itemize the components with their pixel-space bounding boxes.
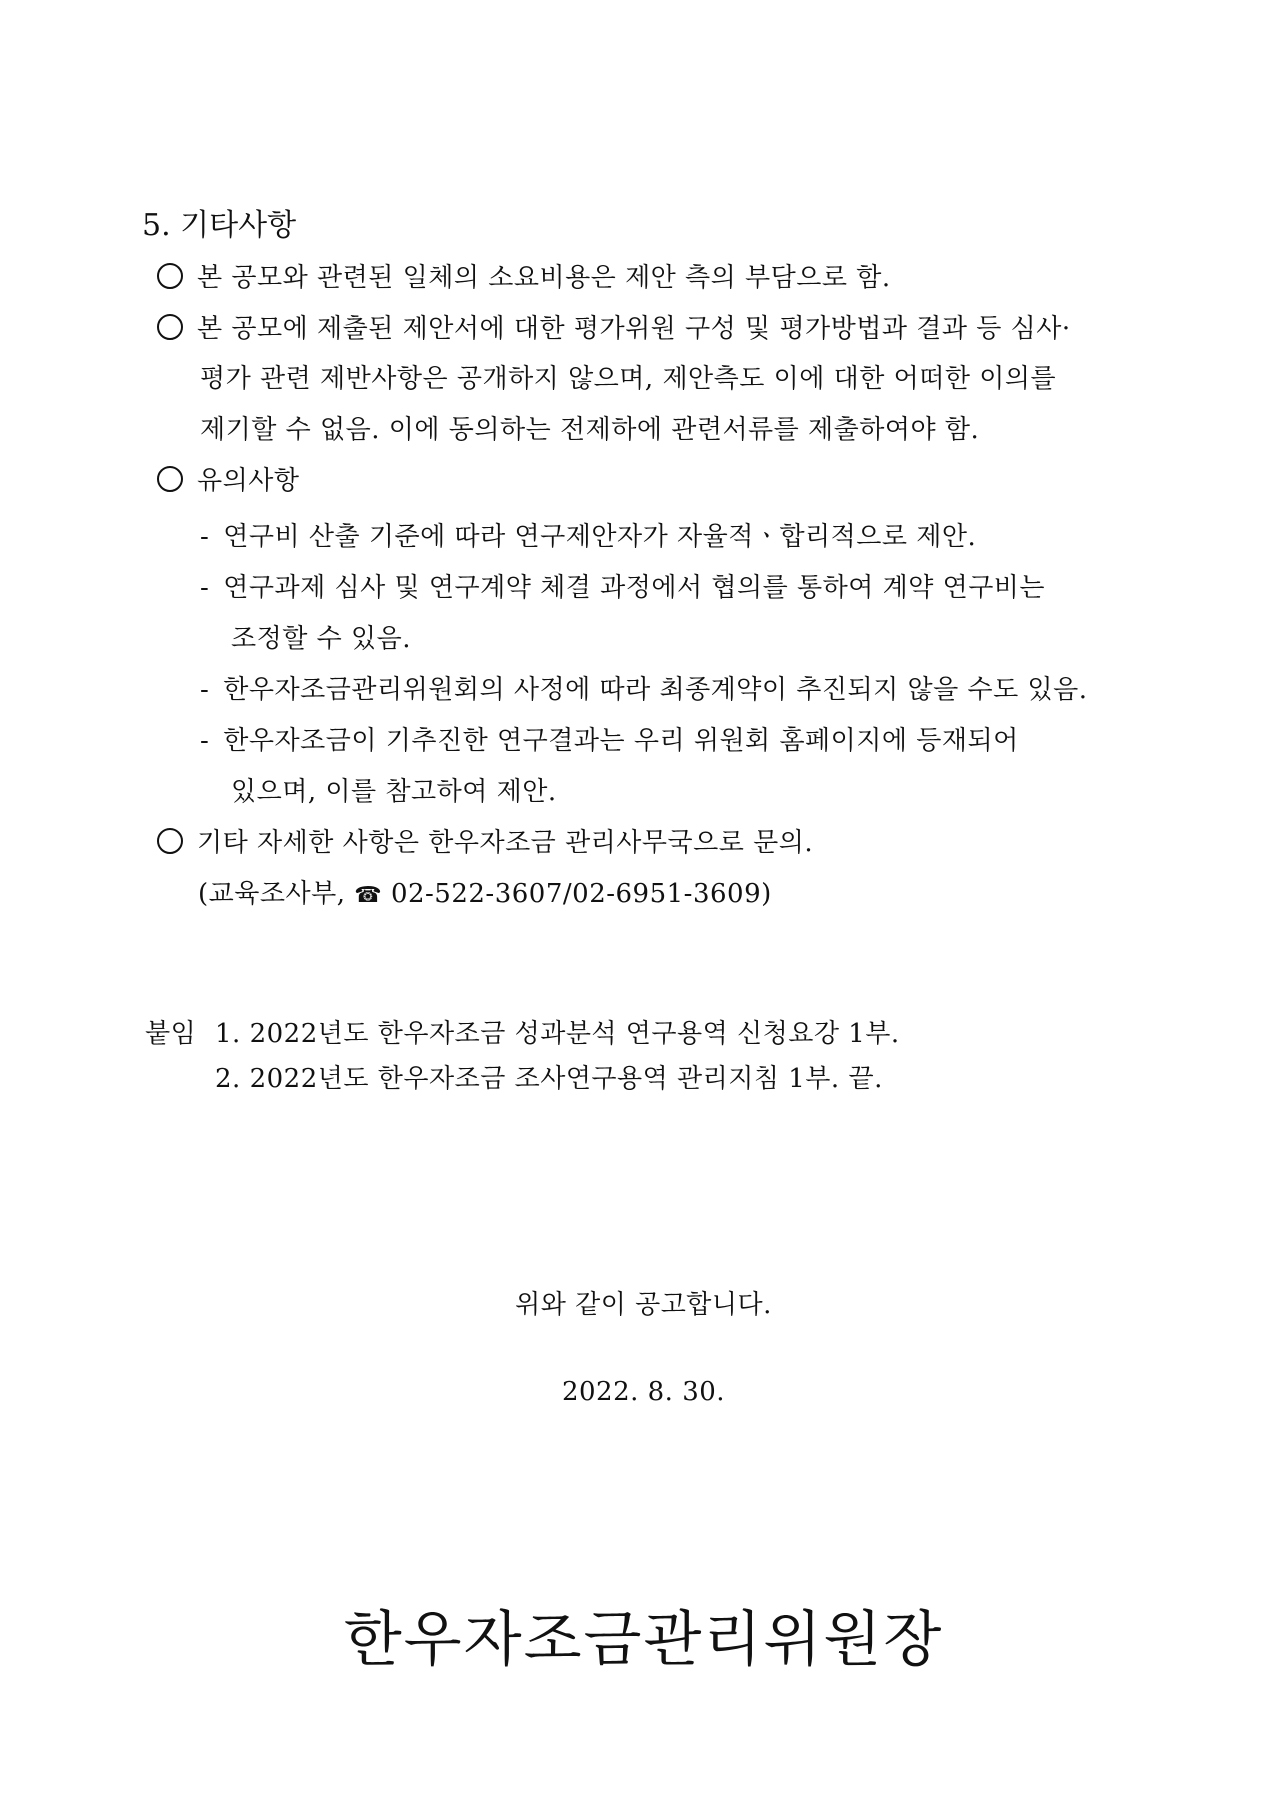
announcement-date: 2022. 8. 30.: [561, 1377, 726, 1407]
sub-list-item: [200, 520, 976, 554]
circle-bullet-icon: [157, 466, 183, 492]
list-item: [157, 464, 299, 498]
list-item-text: 기타 자세한 사항은 한우자조금 관리사무국으로 문의.: [197, 828, 814, 858]
sub-list-item-continuation: 조정할 수 있음.: [231, 624, 411, 654]
contact-department: (교육조사부,: [198, 879, 346, 909]
contact-info: [198, 877, 772, 913]
sub-list-item-text: 한우자조금관리위원회의 사정에 따라 최종계약이 추진되지 않을 수도 있음.: [223, 675, 1088, 705]
phone-icon: ☎: [354, 883, 383, 908]
list-item: [157, 826, 813, 860]
list-item-continuation: 제기할 수 없음. 이에 동의하는 전제하에 관련서류를 제출하여야 함.: [200, 415, 980, 445]
dash-bullet: -: [200, 726, 210, 756]
attachments-label: 붙임: [145, 1019, 197, 1049]
section-title: 5. 기타사항: [142, 208, 297, 243]
circle-bullet-icon: [157, 263, 183, 289]
sub-list-item-text: 연구비 산출 기준에 따라 연구제안자가 자율적ㆍ합리적으로 제안.: [223, 522, 977, 552]
contact-phones: 02-522-3607/02-6951-3609): [390, 879, 772, 909]
sub-list-item-text: 연구과제 심사 및 연구계약 체결 과정에서 협의를 통하여 계약 연구비는: [223, 573, 1046, 603]
dash-bullet: -: [200, 675, 210, 705]
sub-list-item: [200, 724, 1019, 758]
list-item-text: 본 공모와 관련된 일체의 소요비용은 제안 측의 부담으로 함.: [197, 263, 891, 293]
sub-list-item: [200, 673, 1088, 707]
list-item-continuation: 평가 관련 제반사항은 공개하지 않으며, 제안측도 이에 대한 어떠한 이의를: [200, 364, 1057, 394]
list-item-text: 본 공모에 제출된 제안서에 대한 평가위원 구성 및 평가방법과 결과 등 심사·: [197, 314, 1071, 344]
sub-list-item-continuation: 있으며, 이를 참고하여 제안.: [231, 777, 557, 807]
sub-list-item-text: 한우자조금이 기추진한 연구결과는 우리 위원회 홈페이지에 등재되어: [223, 726, 1019, 756]
closing-statement: 위와 같이 공고합니다.: [515, 1290, 772, 1320]
signature-title: 한우자조금관리위원장: [343, 1605, 944, 1675]
list-item-text: 유의사항: [197, 466, 300, 496]
sub-list-item: [200, 571, 1045, 605]
list-item: [157, 261, 891, 295]
dash-bullet: -: [200, 522, 210, 552]
attachment-item: 1. 2022년도 한우자조금 성과분석 연구용역 신청요강 1부.: [215, 1019, 900, 1049]
list-item: [157, 312, 1071, 346]
attachment-item: 2. 2022년도 한우자조금 조사연구용역 관리지침 1부. 끝.: [215, 1064, 883, 1094]
dash-bullet: -: [200, 573, 210, 603]
circle-bullet-icon: [157, 828, 183, 854]
circle-bullet-icon: [157, 314, 183, 340]
